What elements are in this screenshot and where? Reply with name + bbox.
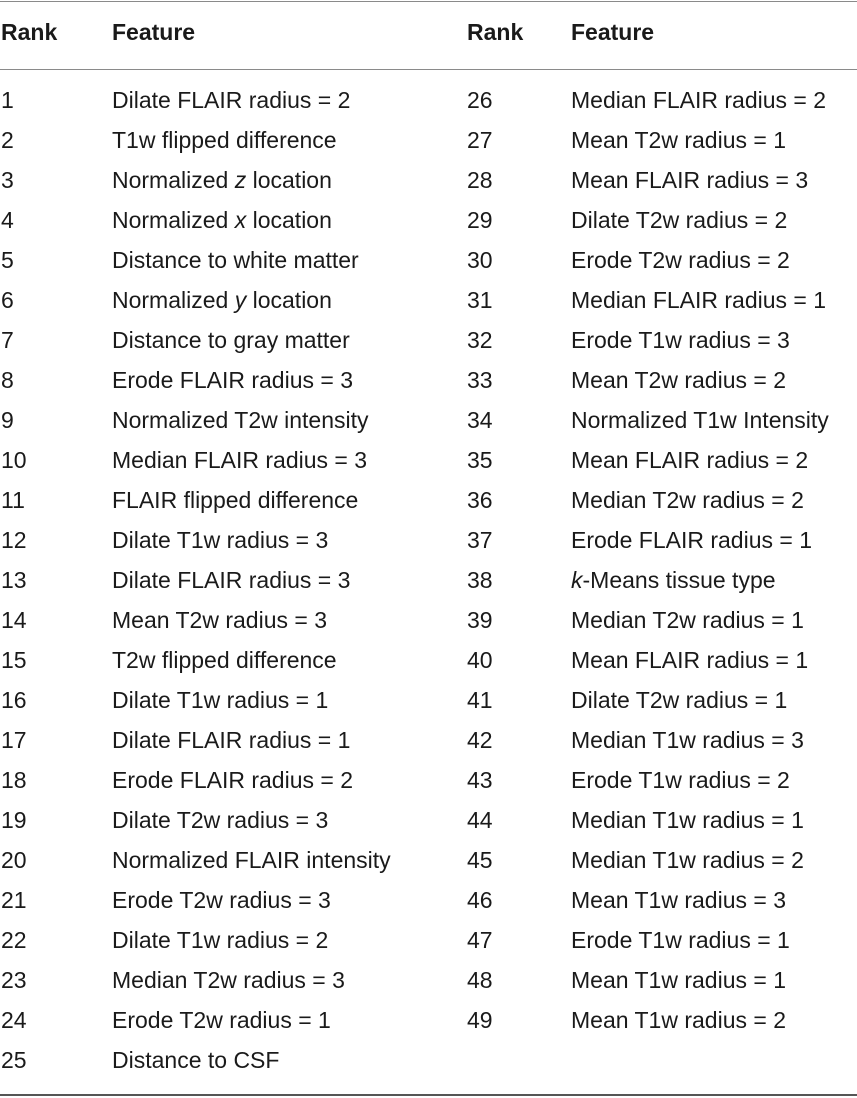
- feature-cell: [112, 606, 327, 634]
- feature-text: Distance to CSF: [112, 1047, 280, 1073]
- rank-cell: 46: [467, 887, 493, 913]
- rank-cell: 1: [1, 87, 14, 113]
- feature-cell: [112, 326, 350, 354]
- rank-cell: 5: [1, 247, 14, 273]
- feature-cell: [571, 486, 804, 514]
- rank-cell: 37: [467, 527, 493, 553]
- feature-text: Dilate FLAIR radius = 2: [112, 87, 351, 113]
- feature-cell: [112, 766, 353, 794]
- rank-cell: 2: [1, 127, 14, 153]
- rank-cell: 28: [467, 167, 493, 193]
- feature-cell: [112, 246, 359, 274]
- rank-cell: 32: [467, 327, 493, 353]
- feature-text: Median T2w radius = 2: [571, 487, 804, 513]
- feature-text: Normalized T1w Intensity: [571, 407, 829, 433]
- rank-cell: 7: [1, 327, 14, 353]
- rank-cell: 9: [1, 407, 14, 433]
- rank-cell: 42: [467, 727, 493, 753]
- rank-cell: 21: [1, 887, 27, 913]
- rank-cell: 44: [467, 807, 493, 833]
- feature-italic-symbol: k: [571, 567, 583, 593]
- header-feature-left: Feature: [112, 19, 196, 45]
- feature-text: Dilate T1w radius = 2: [112, 927, 329, 953]
- feature-text: T2w flipped difference: [112, 647, 337, 673]
- rank-cell: 12: [1, 527, 27, 553]
- rank-cell: 41: [467, 687, 493, 713]
- feature-text: Erode T1w radius = 1: [571, 927, 790, 953]
- feature-cell: [112, 286, 332, 314]
- rank-cell: 30: [467, 247, 493, 273]
- rank-cell: 14: [1, 607, 27, 633]
- feature-text: Median T1w radius = 2: [571, 847, 804, 873]
- feature-text-suffix: location: [246, 207, 332, 233]
- rank-cell: 13: [1, 567, 27, 593]
- feature-cell: [571, 686, 787, 714]
- rank-cell: 16: [1, 687, 27, 713]
- feature-italic-symbol: y: [234, 287, 247, 313]
- rank-cell: 38: [467, 567, 493, 593]
- rank-cell: 11: [1, 487, 25, 513]
- rank-cell: 34: [467, 407, 493, 433]
- feature-text: Dilate FLAIR radius = 3: [112, 567, 351, 593]
- feature-cell: [112, 166, 332, 194]
- rank-cell: 48: [467, 967, 493, 993]
- rank-cell: 47: [467, 927, 493, 953]
- feature-text: Mean T2w radius = 2: [571, 367, 786, 393]
- rank-cell: 24: [1, 1007, 27, 1033]
- feature-text: Mean T2w radius = 3: [112, 607, 327, 633]
- rank-cell: 4: [1, 207, 14, 233]
- rank-cell: 20: [1, 847, 27, 873]
- feature-text: Erode FLAIR radius = 3: [112, 367, 353, 393]
- feature-cell: [571, 766, 790, 794]
- header-rank-left: Rank: [1, 19, 58, 45]
- feature-cell: [571, 1006, 786, 1034]
- feature-text: Median FLAIR radius = 1: [571, 287, 827, 313]
- feature-text: Median T1w radius = 1: [571, 807, 804, 833]
- rank-cell: 26: [467, 87, 493, 113]
- feature-cell: [571, 646, 808, 674]
- rank-cell: 29: [467, 207, 493, 233]
- rank-cell: 49: [467, 1007, 493, 1033]
- feature-cell: [112, 846, 391, 874]
- feature-cell: [571, 846, 804, 874]
- feature-cell: [571, 966, 786, 994]
- rank-cell: 36: [467, 487, 493, 513]
- feature-text: Dilate T2w radius = 3: [112, 807, 329, 833]
- rank-cell: 19: [1, 807, 27, 833]
- feature-cell: [112, 406, 369, 434]
- rank-cell: 15: [1, 647, 27, 673]
- rank-cell: 17: [1, 727, 27, 753]
- feature-text: Erode T2w radius = 2: [571, 247, 790, 273]
- feature-cell: [571, 326, 790, 354]
- rank-cell: 25: [1, 1047, 27, 1073]
- feature-cell: [571, 606, 804, 634]
- feature-cell: [571, 206, 787, 234]
- feature-italic-symbol: z: [234, 167, 247, 193]
- feature-cell: [112, 886, 331, 914]
- header-rank-right: Rank: [467, 19, 524, 45]
- feature-text-suffix: location: [246, 167, 332, 193]
- feature-cell: [112, 86, 350, 114]
- feature-cell: [112, 126, 337, 154]
- table-bottom-rule: [0, 1094, 857, 1096]
- feature-cell: [112, 1006, 331, 1034]
- feature-cell: [112, 686, 328, 714]
- feature-text: Erode T2w radius = 1: [112, 1007, 331, 1033]
- feature-text: Erode T1w radius = 2: [571, 767, 790, 793]
- rank-cell: 27: [467, 127, 493, 153]
- feature-text: Mean T1w radius = 3: [571, 887, 786, 913]
- feature-text: Normalized T2w intensity: [112, 407, 369, 433]
- feature-cell: [571, 286, 826, 314]
- feature-text: Mean T1w radius = 2: [571, 1007, 786, 1033]
- feature-cell: [112, 806, 328, 834]
- rank-cell: 22: [1, 927, 27, 953]
- rank-cell: 23: [1, 967, 27, 993]
- rank-cell: 33: [467, 367, 493, 393]
- feature-text: T1w flipped difference: [112, 127, 337, 153]
- feature-text: Mean FLAIR radius = 2: [571, 447, 809, 473]
- feature-italic-symbol: x: [234, 207, 247, 233]
- feature-cell: [571, 926, 790, 954]
- feature-cell: [112, 446, 367, 474]
- rank-cell: 45: [467, 847, 493, 873]
- feature-text: Mean FLAIR radius = 3: [571, 167, 809, 193]
- feature-cell: [112, 1046, 279, 1074]
- feature-text: Median T1w radius = 3: [571, 727, 804, 753]
- feature-text: Dilate T2w radius = 2: [571, 207, 788, 233]
- feature-text: Erode FLAIR radius = 1: [571, 527, 812, 553]
- feature-text: FLAIR flipped difference: [112, 487, 359, 513]
- feature-text: Median T2w radius = 3: [112, 967, 345, 993]
- rank-cell: 31: [467, 287, 493, 313]
- feature-text: Distance to white matter: [112, 247, 359, 273]
- feature-cell: [112, 526, 328, 554]
- feature-cell: [571, 886, 786, 914]
- rank-cell: 18: [1, 767, 27, 793]
- feature-text: Normalized: [112, 167, 235, 193]
- feature-text: Normalized: [112, 287, 235, 313]
- feature-cell: [571, 526, 812, 554]
- feature-cell: [571, 126, 786, 154]
- feature-text-suffix: -Means tissue type: [582, 567, 776, 593]
- feature-cell: [112, 966, 345, 994]
- feature-text: Distance to gray matter: [112, 327, 350, 353]
- header-feature-right: Feature: [571, 19, 655, 45]
- rank-cell: 40: [467, 647, 493, 673]
- feature-text: Dilate T1w radius = 3: [112, 527, 329, 553]
- feature-cell: [112, 366, 353, 394]
- feature-cell: [112, 486, 358, 514]
- feature-text-suffix: location: [246, 287, 332, 313]
- feature-cell: [571, 726, 804, 754]
- rank-cell: 43: [467, 767, 493, 793]
- feature-text: Mean FLAIR radius = 1: [571, 647, 809, 673]
- feature-text: Erode T1w radius = 3: [571, 327, 790, 353]
- rank-cell: 35: [467, 447, 493, 473]
- rank-cell: 10: [1, 447, 27, 473]
- feature-cell: [571, 446, 808, 474]
- feature-text: Normalized: [112, 207, 235, 233]
- feature-text: Mean T2w radius = 1: [571, 127, 786, 153]
- feature-text: Median FLAIR radius = 3: [112, 447, 368, 473]
- feature-cell: [571, 86, 826, 114]
- feature-text: Normalized FLAIR intensity: [112, 847, 391, 873]
- feature-text: Dilate FLAIR radius = 1: [112, 727, 351, 753]
- feature-cell: [571, 806, 804, 834]
- rank-cell: 6: [1, 287, 14, 313]
- feature-text: Median FLAIR radius = 2: [571, 87, 827, 113]
- rank-cell: 8: [1, 367, 14, 393]
- feature-cell: [112, 566, 350, 594]
- feature-text: Dilate T2w radius = 1: [571, 687, 788, 713]
- rank-cell: 3: [1, 167, 14, 193]
- feature-cell: [571, 246, 790, 274]
- feature-cell: [112, 206, 332, 234]
- feature-text: Dilate T1w radius = 1: [112, 687, 329, 713]
- feature-cell: [571, 406, 829, 434]
- feature-cell: [112, 726, 350, 754]
- rank-cell: 39: [467, 607, 493, 633]
- feature-text: Median T2w radius = 1: [571, 607, 804, 633]
- feature-text: Mean T1w radius = 1: [571, 967, 786, 993]
- feature-cell: [571, 166, 808, 194]
- feature-text: Erode T2w radius = 3: [112, 887, 331, 913]
- feature-text: Erode FLAIR radius = 2: [112, 767, 353, 793]
- feature-cell: [112, 646, 337, 674]
- feature-cell: [571, 366, 786, 394]
- feature-cell: [571, 566, 776, 594]
- feature-cell: [112, 926, 328, 954]
